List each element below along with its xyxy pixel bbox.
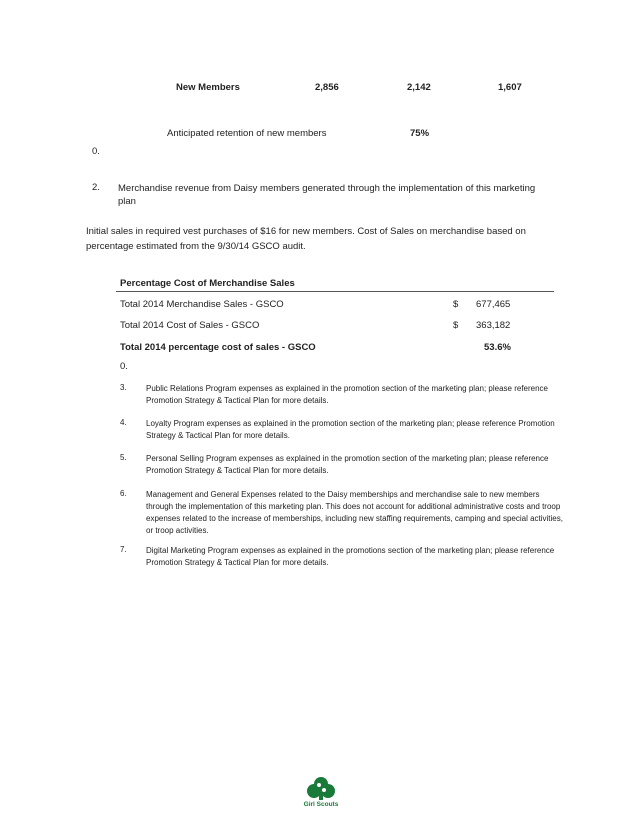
- list-item-text: Personal Selling Program expenses as explained in the promotion section of the marketing plan; please reference Promotion Strategy & Tactical Plan for more details.: [146, 454, 549, 475]
- table-row-label: Total 2014 Merchandise Sales - GSCO: [120, 299, 284, 310]
- table-total-label: Total 2014 percentage cost of sales - GSCO: [120, 342, 316, 353]
- list-item-text: Public Relations Program expenses as explained in the promotion section of the marketing plan; please reference Promotion Strategy & Tactical Plan for more details.: [146, 384, 549, 405]
- list-marker: 0.: [120, 361, 128, 372]
- table-row-label: Total 2014 Cost of Sales - GSCO: [120, 320, 260, 331]
- table-divider: [116, 291, 554, 292]
- list-item-text: Management and General Expenses related to the Daisy memberships and merchandise sale to new members through the implementation of this marketing plan. This does not account for additional administrative costs and troop expenses related to the increase of memberships, including new staffing requirements, camping and special activities, or troop activities.: [146, 490, 563, 535]
- new-members-value-1: 2,856: [315, 82, 339, 93]
- list-item-number: 6.: [120, 489, 127, 498]
- list-marker: 0.: [92, 146, 100, 157]
- initial-sales-paragraph: Initial sales in required vest purchases of $16 for new members. Cost of Sales on merchandise based on percentage estimated from the 9/30/14 GSCO audit.: [86, 226, 526, 252]
- retention-label: Anticipated retention of new members: [167, 128, 327, 139]
- list-item-number: 3.: [120, 383, 127, 392]
- logo-text: Girl Scouts: [303, 801, 339, 808]
- list-item-number: 4.: [120, 418, 127, 427]
- table-row-currency: $: [453, 320, 459, 331]
- new-members-value-3: 1,607: [498, 82, 522, 93]
- list-item-text: Loyalty Program expenses as explained in the promotion section of the marketing plan; please reference Promotion Strategy & Tactical Plan for more details.: [146, 419, 555, 440]
- table-row-value: 363,182: [476, 320, 511, 331]
- list-item-number: 7.: [120, 545, 127, 554]
- new-members-value-2: 2,142: [407, 82, 431, 93]
- list-item-text: Digital Marketing Program expenses as explained in the promotions section of the marketing plan; please reference Promotion Strategy & Tactical Plan for more details.: [146, 546, 555, 567]
- girl-scouts-logo: [298, 776, 344, 812]
- table-row-value: 677,465: [476, 299, 511, 310]
- list-item-number: 5.: [120, 453, 127, 462]
- list-item-text: Merchandise revenue from Daisy members generated through the implementation of this marketing plan: [118, 183, 536, 207]
- table-row-currency: $: [453, 299, 459, 310]
- new-members-label: New Members: [176, 82, 240, 93]
- trefoil-icon: [298, 776, 344, 800]
- list-item-number: 2.: [92, 182, 100, 193]
- retention-value: 75%: [410, 128, 430, 139]
- cost-table-heading: Percentage Cost of Merchandise Sales: [120, 278, 295, 289]
- table-total-value: 53.6%: [484, 342, 511, 353]
